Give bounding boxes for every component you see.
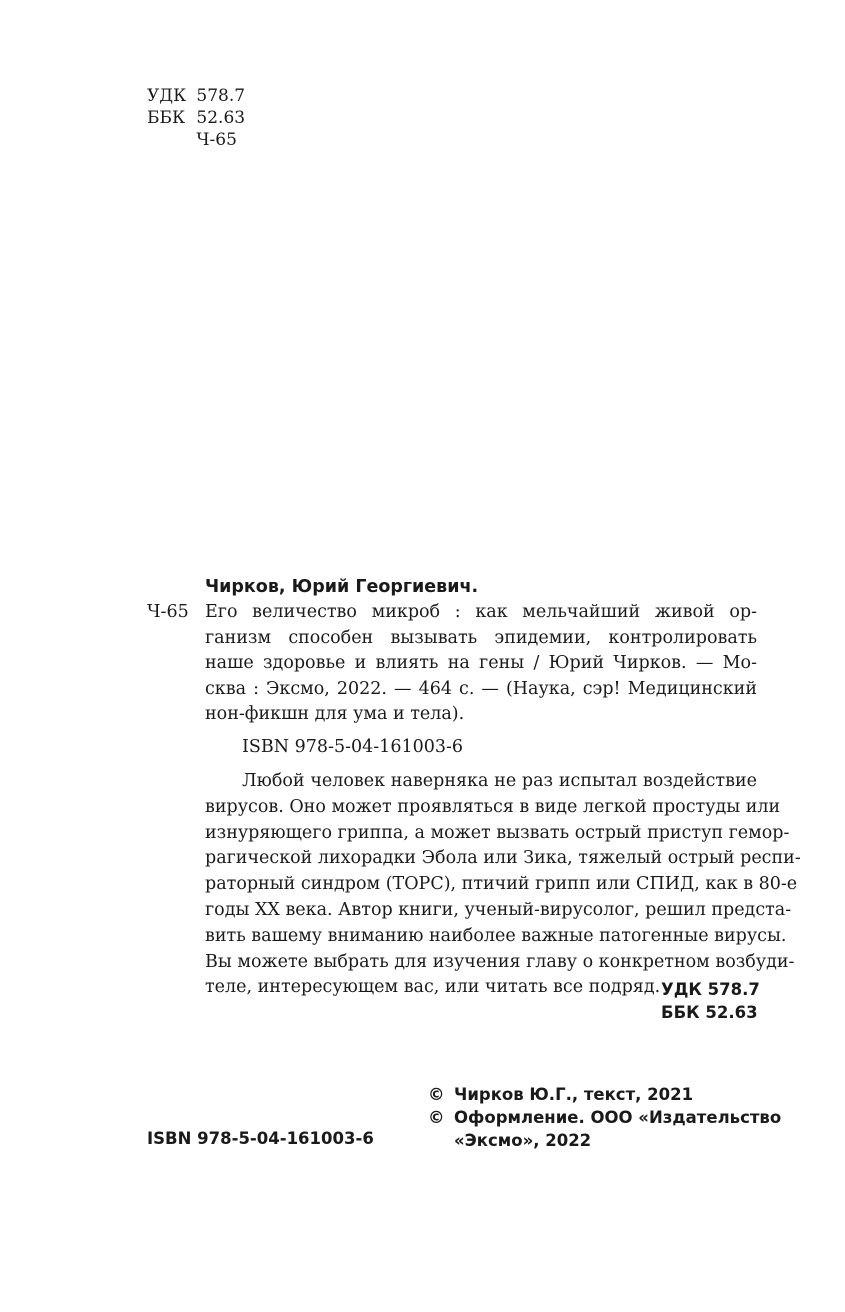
annotation-line: теле, интересующем вас, или читать все подряд.	[205, 977, 661, 998]
copyright-text-line	[428, 1083, 781, 1106]
isbn-bottom: ISBN 978-5-04-161003-6	[147, 1129, 374, 1148]
description-line: Его величество микроб : как мельчайший живой ор-	[205, 602, 757, 622]
udk-value: 578.7	[196, 86, 246, 106]
copyright-symbol: ©	[428, 1085, 445, 1104]
bbk-label: ББК	[147, 108, 186, 128]
bbk-row	[147, 107, 245, 129]
author-mark: Ч-65	[196, 130, 237, 150]
description-line: нон-фикшн для ума и тела).	[205, 704, 465, 724]
description-text	[205, 600, 757, 728]
classification-codes-top	[147, 85, 245, 151]
annotation-line: Вы можете выбрать для изучения главу о конкретном возбуди-	[205, 951, 795, 972]
copyright-symbol: ©	[428, 1108, 445, 1127]
annotation-line: раторный синдром (ТОРС), птичий грипп или СПИД, как в 80-е	[205, 874, 798, 895]
annotation-line: изнуряющего гриппа, а может вызвать острый приступ гемор-	[205, 822, 790, 843]
copyright-design-line-cont	[428, 1129, 781, 1152]
annotation-line: рагической лихорадки Эбола или Зика, тяжелый острый респи-	[205, 848, 801, 869]
udk-row	[147, 85, 245, 107]
catalog-entry	[147, 574, 801, 1001]
bibliographic-description	[147, 600, 757, 728]
copyright-design-cont: «Эксмо», 2022	[454, 1131, 592, 1150]
entry-author: Чирков, Юрий Георгиевич.	[205, 577, 479, 597]
copyright-block	[428, 1083, 781, 1152]
annotation-line: вирусов. Оно может проявляться в виде легкой простуды или	[205, 796, 781, 817]
bbk-code: ББК 52.63	[661, 1003, 758, 1022]
description-line: наше здоровье и влиять на гены / Юрий Чирков. — Мо-	[205, 653, 757, 673]
annotation-line: Любой человек наверняка не раз испытал воздействие	[242, 771, 757, 791]
author-mark-row	[147, 129, 245, 151]
annotation-text	[205, 769, 801, 1001]
udk-label: УДК	[147, 86, 187, 106]
copyright-design-line	[428, 1106, 781, 1129]
description-line: сква : Эксмо, 2022. — 464 с. — (Наука, сэр! Медицинский	[205, 678, 757, 699]
classification-codes-bottom	[661, 978, 760, 1024]
bbk-value: 52.63	[196, 108, 246, 128]
annotation-line: вить вашему вниманию наиболее важные патогенные вирусы.	[205, 925, 787, 946]
copyright-design: Оформление. ООО «Издательство	[454, 1108, 782, 1127]
annotation-line: годы XX века. Автор книги, ученый-вирусолог, решил предста-	[205, 899, 792, 920]
entry-isbn: ISBN 978-5-04-161003-6	[242, 736, 464, 757]
description-line: ганизм способен вызывать эпидемии, контролировать	[205, 627, 757, 648]
entry-code: Ч-65	[147, 602, 189, 622]
udk-code: УДК 578.7	[661, 980, 760, 999]
copyright-text: Чирков Ю.Г., текст, 2021	[454, 1085, 694, 1104]
